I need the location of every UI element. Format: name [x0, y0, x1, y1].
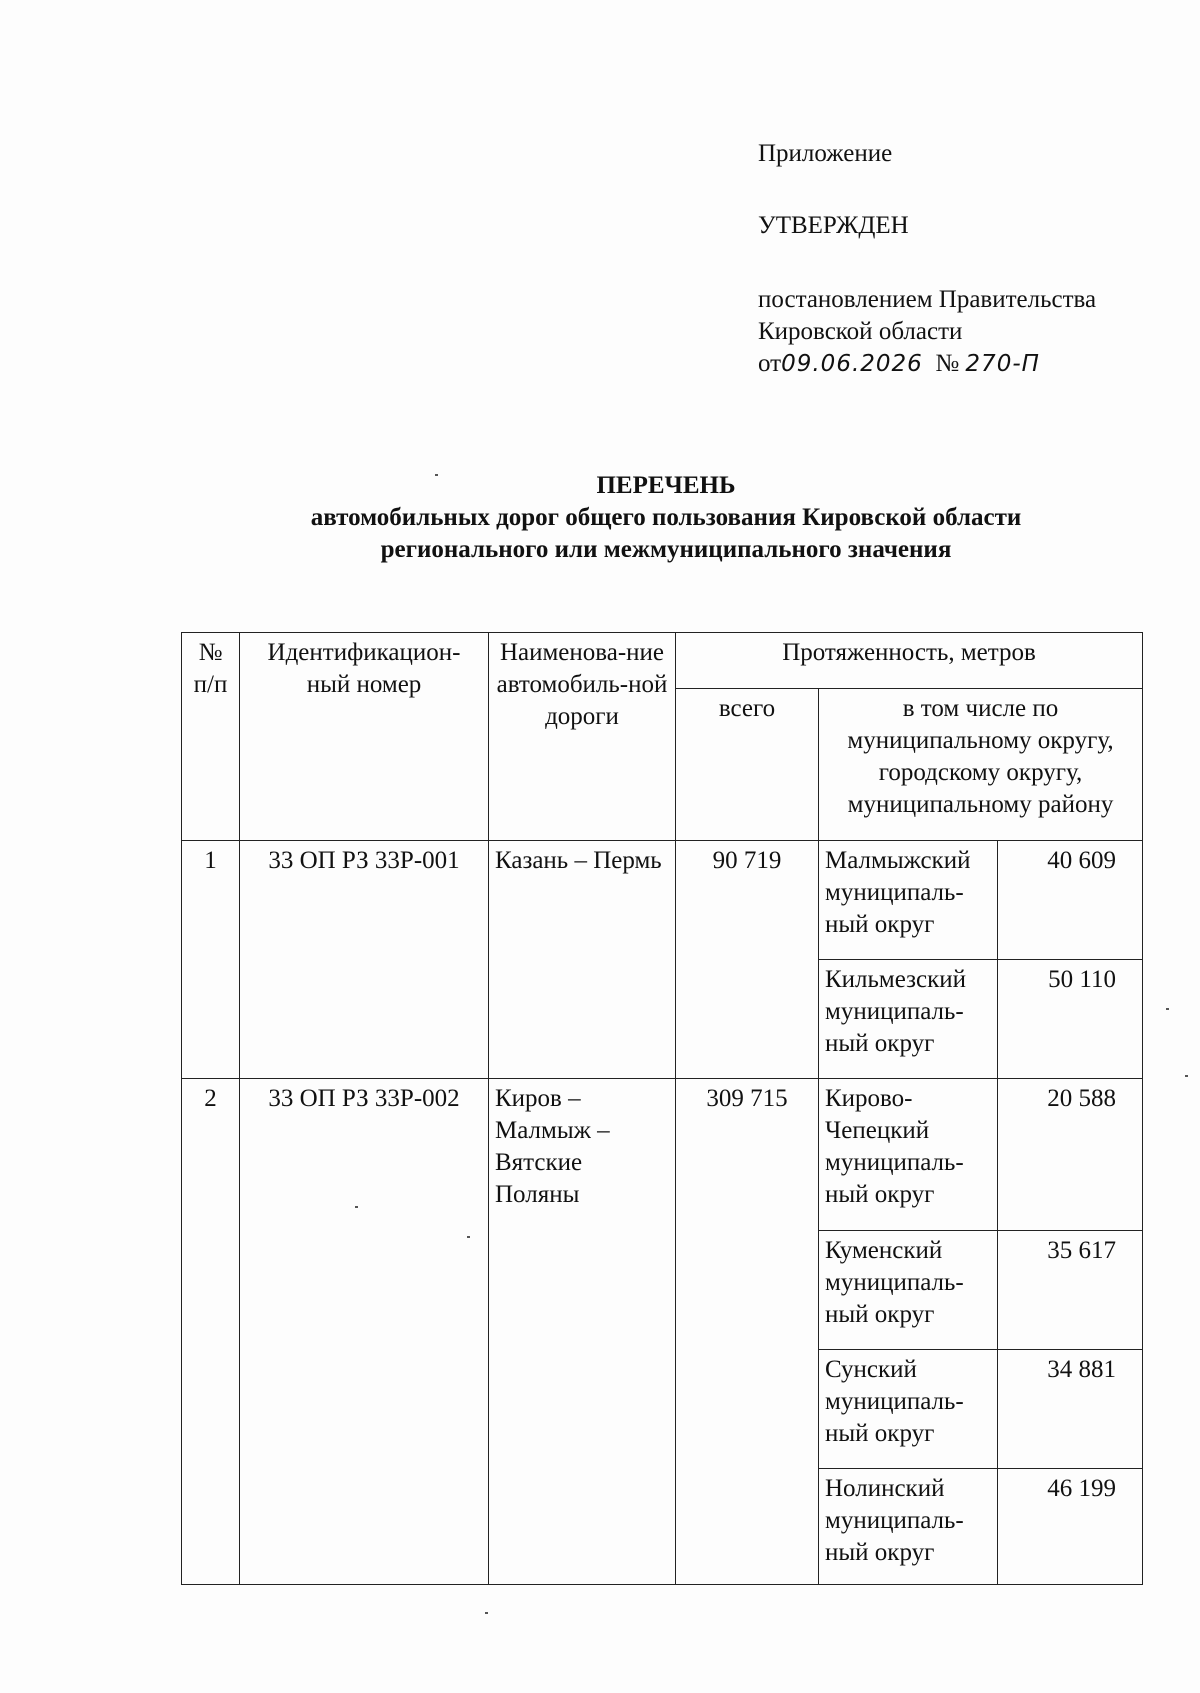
district-name: Малмыжский муниципаль-ный округ	[819, 841, 998, 960]
scan-speck	[467, 1236, 470, 1238]
road-number: 2	[182, 1079, 240, 1585]
district-length: 40 609	[998, 841, 1143, 960]
header-by-district: в том числе по муниципальному округу, городскому округу, муниципальному району	[819, 689, 1143, 841]
appendix-label: Приложение	[758, 140, 893, 167]
district-length: 20 588	[998, 1079, 1143, 1231]
scan-speck	[1185, 1075, 1188, 1077]
approval-block	[758, 138, 1178, 380]
district-length: 35 617	[998, 1231, 1143, 1350]
district-name: Кильмезский муниципаль-ный округ	[819, 960, 998, 1079]
road-id: 33 ОП РЗ 33Р-001	[240, 841, 489, 1079]
title-line-3: регионального или межмуниципального значения	[380, 536, 952, 563]
table-row	[182, 1079, 1143, 1231]
road-total-length: 309 715	[676, 1079, 819, 1585]
number-prefix: №	[935, 350, 960, 377]
date-prefix: от	[758, 350, 782, 377]
header-length: Протяженность, метров	[676, 633, 1143, 689]
document-title	[0, 470, 1200, 566]
handwritten-date: 09.06.2026	[781, 351, 923, 377]
header-total: всего	[676, 689, 819, 841]
decree-line-1: постановлением Правительства	[758, 286, 1097, 313]
road-id: 33 ОП РЗ 33Р-002	[240, 1079, 489, 1585]
road-number: 1	[182, 841, 240, 1079]
district-name: Куменский муниципаль-ный округ	[819, 1231, 998, 1350]
roads-table	[181, 632, 1143, 1585]
road-name: Киров – Малмыж – Вятские Поляны	[489, 1079, 676, 1585]
district-name: Сунский муниципаль-ный округ	[819, 1350, 998, 1469]
decree-line-2: Кировской области	[758, 318, 963, 345]
table-row	[182, 841, 1143, 960]
header-number: № п/п	[182, 633, 240, 841]
scan-speck	[435, 474, 438, 476]
table-header-row	[182, 633, 1143, 689]
header-id: Идентификацион-ный номер	[240, 633, 489, 841]
header-road-name: Наименова-ние автомобиль-ной дороги	[489, 633, 676, 841]
district-length: 34 881	[998, 1350, 1143, 1469]
title-line-2: автомобильных дорог общего пользования Кировской области	[310, 504, 1022, 531]
road-name: Казань – Пермь	[489, 841, 676, 1079]
title-line-1: ПЕРЕЧЕНЬ	[596, 472, 736, 499]
scan-speck	[1166, 1008, 1169, 1010]
district-name: Кирово-Чепецкий муниципаль-ный округ	[819, 1079, 998, 1231]
road-total-length: 90 719	[676, 841, 819, 1079]
scan-speck	[485, 1612, 488, 1614]
handwritten-number: 270-П	[965, 351, 1040, 377]
decree-date-line	[758, 348, 1178, 380]
district-length: 46 199	[998, 1469, 1143, 1585]
district-length: 50 110	[998, 960, 1143, 1079]
scan-speck	[355, 1206, 358, 1208]
approved-label: УТВЕРЖДЕН	[758, 212, 909, 239]
district-name: Нолинский муниципаль-ный округ	[819, 1469, 998, 1585]
